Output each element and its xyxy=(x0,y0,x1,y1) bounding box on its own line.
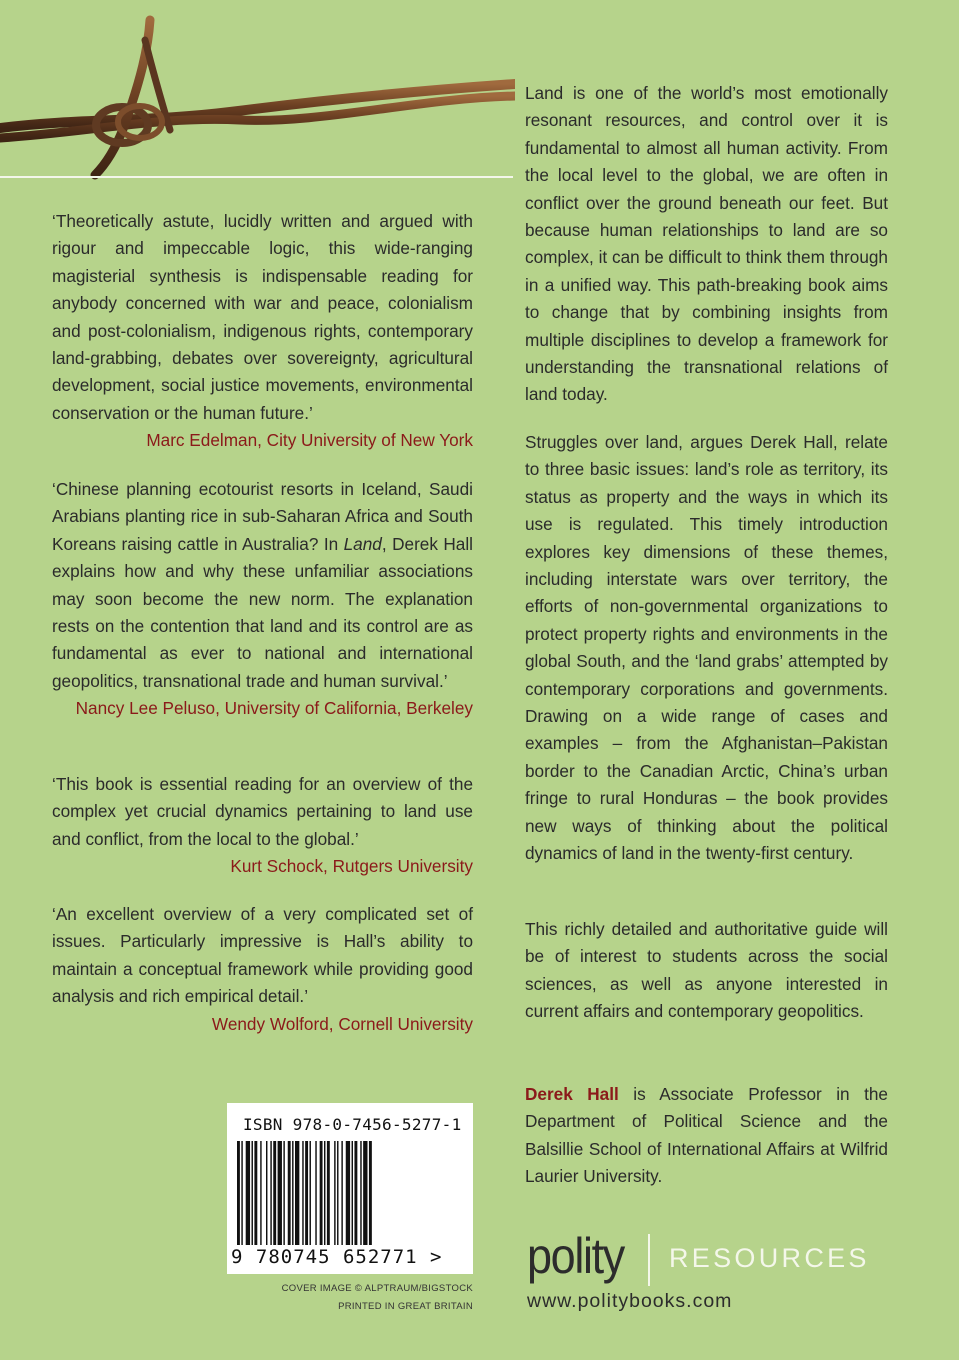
logo-divider xyxy=(648,1234,650,1286)
endorsement-4 xyxy=(52,901,473,1038)
quote-text: ‘Chinese planning ecotourist resorts in Iceland, Saudi Arabians planting rice in sub-Saharan Africa and South Koreans raising cattle in Australia? In Land, Derek Hall explains how and why these unfamiliar associations may soon become the new norm. The explanation rests on the contention that land and its control are as fundamental as ever to national and international geopolitics, transnational trade and human survival.’ xyxy=(52,479,474,691)
ean-digits: 9 780745 652771 > xyxy=(231,1246,443,1268)
quote-attribution: Marc Edelman, City University of New York xyxy=(146,430,473,451)
barcode-icon xyxy=(237,1141,465,1245)
quote-attribution: Wendy Wolford, Cornell University xyxy=(211,1013,473,1034)
quote-attribution: Kurt Schock, Rutgers University xyxy=(230,856,473,877)
endorsement-3 xyxy=(52,771,473,881)
description-para-1: Land is one of the world’s most emotionally resonant resources, and control over it is fundamental to almost all human activity. From the local level to the global, we are often in conflict over the ground beneath our feet. But because human relationships to land are so complex, it can be difficult to think them through in a unified way. This path-breaking book aims to change that by combining insights from multiple disciplines to develop a framework for understanding the transnational relations of land today. xyxy=(525,83,888,405)
cover-image-credit: COVER IMAGE © ALPTRAUM/BIGSTOCK xyxy=(281,1283,473,1294)
quote-attribution: Nancy Lee Peluso, University of California, Berkeley xyxy=(75,698,473,719)
author-bio: Derek Hall is Associate Professor in the Department of Political Science and the Balsillie School of International Affairs at Wilfrid Laurier University. xyxy=(525,1084,888,1187)
barbed-wire-photo xyxy=(0,0,515,185)
printed-in-credit: PRINTED IN GREAT BRITAIN xyxy=(338,1301,473,1312)
header-rule xyxy=(0,176,513,178)
quote-text: ‘Theoretically astute, lucidly written and argued with rigour and impeccable logic, this wide-ranging magisterial synthesis is indispensable reading for anybody concerned with war and peace, colonialism and post-colonialism, indigenous rights, contemporary land-grabbing, debates over sovereignty, agricultural development, social justice movements, environmental conservation or the human future.’ xyxy=(52,211,473,423)
publisher-website: www.politybooks.com xyxy=(527,1290,733,1312)
barcode-box xyxy=(227,1103,473,1274)
quote-text: ‘This book is essential reading for an overview of the complex yet crucial dynamics pertaining to land use and conflict, from the local to the global.’ xyxy=(52,774,473,849)
quote-text: ‘An excellent overview of a very complicated set of issues. Particularly impressive is Hall’s ability to maintain a conceptual framework while providing good analysis and rich empirical detail.’ xyxy=(52,904,473,1007)
isbn-label: ISBN 978-0-7456-5277-1 xyxy=(243,1115,462,1134)
endorsement-1 xyxy=(52,208,473,455)
book-title-italic: Land xyxy=(343,533,382,554)
logo-series: RESOURCES xyxy=(669,1243,870,1273)
description-para-2: Struggles over land, argues Derek Hall, relate to three basic issues: land’s role as territory, its status as property and the ways in which its use is regulated. This timely introduction explores key dimensions of these themes, including interstate wars over territory, the efforts of non-governmental organizations to protect property rights and environments in the global South, and the ‘land grabs’ attempted by contemporary corporations and governments. Drawing on a wide range of cases and examples – from the Afghanistan–Pakistan border to the Canadian Arctic, China’s urban fringe to rural Honduras – the book provides new ways of thinking about the political dynamics of land in the twenty-first century. xyxy=(525,432,888,864)
description-para-3: This richly detailed and authoritative guide will be of interest to students across the social sciences, as well as anyone interested in current affairs and contemporary geopolitics. xyxy=(525,919,888,1022)
author-name: Derek Hall xyxy=(525,1084,619,1104)
endorsement-2 xyxy=(52,476,473,723)
logo-word: polity xyxy=(527,1228,624,1284)
